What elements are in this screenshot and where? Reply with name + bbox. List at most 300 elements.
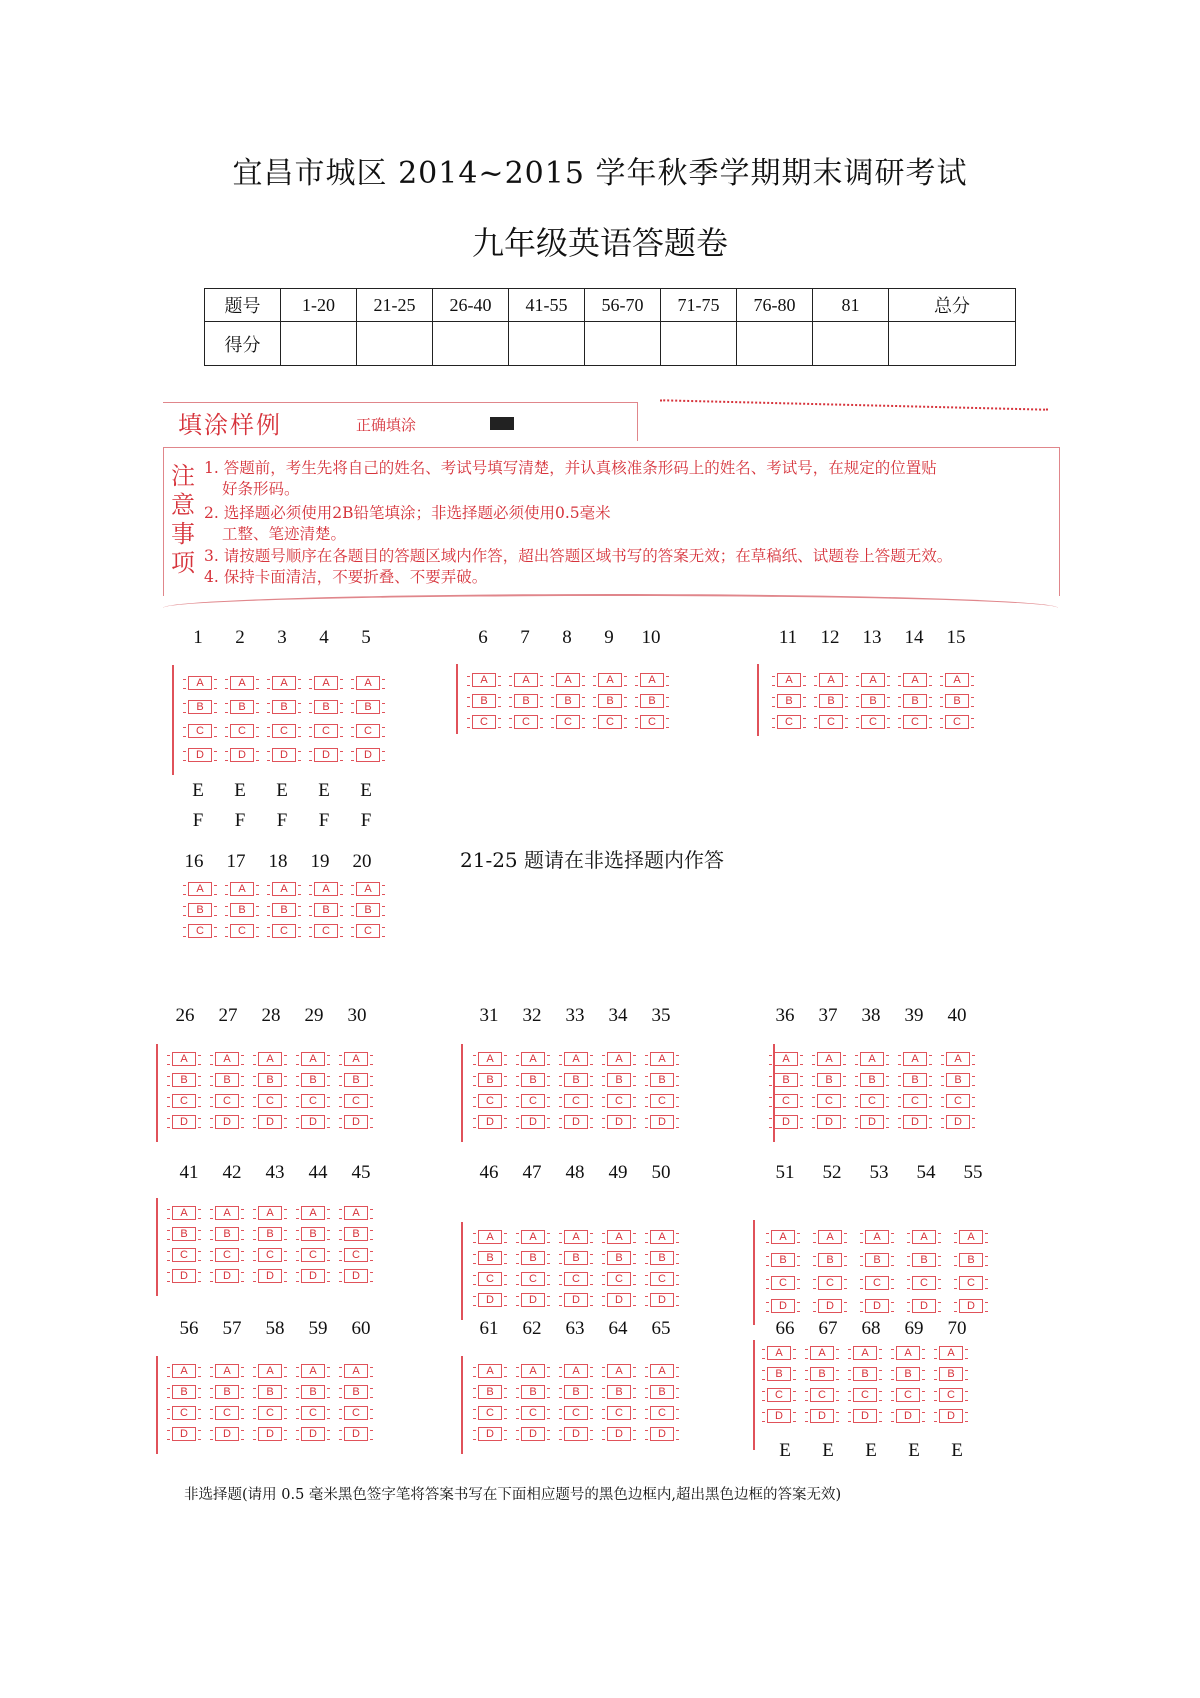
answer-bubble-q3-B[interactable]: B (272, 700, 296, 714)
answer-bubble-q42-C[interactable]: C (215, 1248, 239, 1262)
answer-bubble-q54-A[interactable]: A (912, 1230, 936, 1244)
answer-bubble-q70-D[interactable]: D (939, 1409, 963, 1423)
answer-bubble-q40-A[interactable]: A (946, 1052, 970, 1066)
answer-bubble-q52-A[interactable]: A (818, 1230, 842, 1244)
question-number: 61 (479, 1318, 499, 1339)
answer-bubble-q57-A[interactable]: A (215, 1364, 239, 1378)
answer-bubble-q38-B[interactable]: B (860, 1073, 884, 1087)
answer-bubble-q57-D[interactable]: D (215, 1427, 239, 1441)
answer-bubble-q16-A[interactable]: A (188, 882, 212, 896)
answer-bubble-q15-B[interactable]: B (945, 694, 969, 708)
answer-bubble-q11-A[interactable]: A (777, 673, 801, 687)
answer-bubble-q26-D[interactable]: D (172, 1115, 196, 1129)
answer-bubble-q65-A[interactable]: A (650, 1364, 674, 1378)
score-input-cell[interactable] (585, 322, 661, 366)
answer-bubble-q7-C[interactable]: C (514, 715, 538, 729)
answer-bubble-q61-A[interactable]: A (478, 1364, 502, 1378)
question-number: 10 (641, 627, 661, 648)
answer-bubble-q40-B[interactable]: B (946, 1073, 970, 1087)
question-number: 58 (265, 1318, 285, 1339)
answer-bubble-q69-D[interactable]: D (896, 1409, 920, 1423)
answer-bubble-q32-A[interactable]: A (521, 1052, 545, 1066)
answer-bubble-q60-C[interactable]: C (344, 1406, 368, 1420)
answer-bubble-q15-C[interactable]: C (945, 715, 969, 729)
answer-bubble-q41-C[interactable]: C (172, 1248, 196, 1262)
answer-bubble-q17-C[interactable]: C (230, 924, 254, 938)
extra-option-f: F (276, 810, 288, 831)
answer-bubble-q19-C[interactable]: C (314, 924, 338, 938)
answer-bubble-q57-B[interactable]: B (215, 1385, 239, 1399)
answer-bubble-q29-D[interactable]: D (301, 1115, 325, 1129)
question-number: 44 (308, 1162, 328, 1183)
score-cell: 81 (813, 289, 889, 322)
question-number: 1 (193, 627, 203, 648)
answer-bubble-q65-B[interactable]: B (650, 1385, 674, 1399)
answer-bubble-q48-C[interactable]: C (564, 1272, 588, 1286)
score-input-cell[interactable] (737, 322, 813, 366)
answer-bubble-q17-B[interactable]: B (230, 903, 254, 917)
score-row-label: 得分 (205, 322, 281, 366)
answer-bubble-q14-C[interactable]: C (903, 715, 927, 729)
answer-bubble-q20-A[interactable]: A (356, 882, 380, 896)
answer-bubble-q51-B[interactable]: B (771, 1253, 795, 1267)
question-number: 57 (222, 1318, 242, 1339)
answer-bubble-q47-A[interactable]: A (521, 1230, 545, 1244)
question-number: 51 (775, 1162, 795, 1183)
question-number: 55 (963, 1162, 983, 1183)
answer-bubble-q30-C[interactable]: C (344, 1094, 368, 1108)
answer-bubble-q41-A[interactable]: A (172, 1206, 196, 1220)
answer-bubble-q56-C[interactable]: C (172, 1406, 196, 1420)
answer-bubble-q48-D[interactable]: D (564, 1293, 588, 1307)
answer-bubble-q2-C[interactable]: C (230, 724, 254, 738)
answer-bubble-q30-B[interactable]: B (344, 1073, 368, 1087)
question-number: 69 (904, 1318, 924, 1339)
question-number: 47 (522, 1162, 542, 1183)
answer-bubble-q52-C[interactable]: C (818, 1276, 842, 1290)
answer-bubble-q44-B[interactable]: B (301, 1227, 325, 1241)
answer-bubble-q62-C[interactable]: C (521, 1406, 545, 1420)
answer-bubble-q59-B[interactable]: B (301, 1385, 325, 1399)
answer-bubble-q64-A[interactable]: A (607, 1364, 631, 1378)
answer-bubble-q64-B[interactable]: B (607, 1385, 631, 1399)
answer-bubble-q69-C[interactable]: C (896, 1388, 920, 1402)
answer-bubble-q62-D[interactable]: D (521, 1427, 545, 1441)
answer-bubble-q52-B[interactable]: B (818, 1253, 842, 1267)
answer-bubble-q63-C[interactable]: C (564, 1406, 588, 1420)
answer-bubble-q27-D[interactable]: D (215, 1115, 239, 1129)
score-input-cell[interactable] (889, 322, 1016, 366)
answer-bubble-q10-C[interactable]: C (640, 715, 664, 729)
answer-bubble-q43-B[interactable]: B (258, 1227, 282, 1241)
answer-bubble-q56-D[interactable]: D (172, 1427, 196, 1441)
answer-bubble-q44-A[interactable]: A (301, 1206, 325, 1220)
answer-bubble-q53-C[interactable]: C (865, 1276, 889, 1290)
answer-bubble-q20-B[interactable]: B (356, 903, 380, 917)
answer-bubble-q66-A[interactable]: A (767, 1346, 791, 1360)
question-number: 70 (947, 1318, 967, 1339)
answer-bubble-q36-D[interactable]: D (774, 1115, 798, 1129)
notice-line: 好条形码。 (222, 480, 300, 498)
question-number: 45 (351, 1162, 371, 1183)
answer-bubble-q2-D[interactable]: D (230, 748, 254, 762)
answer-bubble-q50-A[interactable]: A (650, 1230, 674, 1244)
answer-bubble-q50-D[interactable]: D (650, 1293, 674, 1307)
answer-bubble-q47-D[interactable]: D (521, 1293, 545, 1307)
answer-bubble-q54-C[interactable]: C (912, 1276, 936, 1290)
answer-bubble-q13-C[interactable]: C (861, 715, 885, 729)
answer-bubble-q67-A[interactable]: A (810, 1346, 834, 1360)
group-bracket (753, 1220, 755, 1325)
answer-bubble-q40-D[interactable]: D (946, 1115, 970, 1129)
notice-line: 工整、笔迹清楚。 (222, 525, 347, 543)
answer-bubble-q59-C[interactable]: C (301, 1406, 325, 1420)
answer-bubble-q47-C[interactable]: C (521, 1272, 545, 1286)
answer-bubble-q33-D[interactable]: D (564, 1115, 588, 1129)
answer-bubble-q61-D[interactable]: D (478, 1427, 502, 1441)
answer-bubble-q59-A[interactable]: A (301, 1364, 325, 1378)
sample-filled-mark (490, 417, 514, 430)
answer-bubble-q10-B[interactable]: B (640, 694, 664, 708)
answer-bubble-q9-C[interactable]: C (598, 715, 622, 729)
answer-bubble-q2-B[interactable]: B (230, 700, 254, 714)
answer-bubble-q4-A[interactable]: A (314, 676, 338, 690)
answer-bubble-q53-D[interactable]: D (865, 1299, 889, 1313)
answer-bubble-q29-A[interactable]: A (301, 1052, 325, 1066)
answer-bubble-q16-C[interactable]: C (188, 924, 212, 938)
answer-bubble-q68-D[interactable]: D (853, 1409, 877, 1423)
answer-bubble-q63-D[interactable]: D (564, 1427, 588, 1441)
answer-bubble-q27-B[interactable]: B (215, 1073, 239, 1087)
answer-bubble-q58-C[interactable]: C (258, 1406, 282, 1420)
question-number: 66 (775, 1318, 795, 1339)
answer-bubble-q43-C[interactable]: C (258, 1248, 282, 1262)
answer-bubble-q26-C[interactable]: C (172, 1094, 196, 1108)
answer-bubble-q49-B[interactable]: B (607, 1251, 631, 1265)
answer-bubble-q27-C[interactable]: C (215, 1094, 239, 1108)
answer-bubble-q31-A[interactable]: A (478, 1052, 502, 1066)
answer-bubble-q1-C[interactable]: C (188, 724, 212, 738)
answer-bubble-q5-C[interactable]: C (356, 724, 380, 738)
answer-bubble-q66-B[interactable]: B (767, 1367, 791, 1381)
answer-bubble-q55-C[interactable]: C (959, 1276, 983, 1290)
answer-bubble-q38-C[interactable]: C (860, 1094, 884, 1108)
answer-bubble-q39-D[interactable]: D (903, 1115, 927, 1129)
answer-bubble-q53-B[interactable]: B (865, 1253, 889, 1267)
answer-bubble-q39-C[interactable]: C (903, 1094, 927, 1108)
answer-bubble-q6-A[interactable]: A (472, 673, 496, 687)
answer-bubble-q48-A[interactable]: A (564, 1230, 588, 1244)
answer-bubble-q56-A[interactable]: A (172, 1364, 196, 1378)
answer-bubble-q14-B[interactable]: B (903, 694, 927, 708)
answer-bubble-q35-A[interactable]: A (650, 1052, 674, 1066)
answer-bubble-q20-C[interactable]: C (356, 924, 380, 938)
answer-bubble-q9-B[interactable]: B (598, 694, 622, 708)
answer-bubble-q5-A[interactable]: A (356, 676, 380, 690)
answer-bubble-q34-C[interactable]: C (607, 1094, 631, 1108)
answer-bubble-q58-B[interactable]: B (258, 1385, 282, 1399)
answer-bubble-q55-D[interactable]: D (959, 1299, 983, 1313)
answer-bubble-q3-D[interactable]: D (272, 748, 296, 762)
answer-bubble-q28-D[interactable]: D (258, 1115, 282, 1129)
score-input-cell[interactable] (509, 322, 585, 366)
answer-bubble-q65-D[interactable]: D (650, 1427, 674, 1441)
score-cell: 56-70 (585, 289, 661, 322)
group-bracket (156, 1356, 158, 1454)
answer-bubble-q46-A[interactable]: A (478, 1230, 502, 1244)
answer-bubble-q51-A[interactable]: A (771, 1230, 795, 1244)
answer-bubble-q51-D[interactable]: D (771, 1299, 795, 1313)
score-input-cell[interactable] (813, 322, 889, 366)
answer-bubble-q4-C[interactable]: C (314, 724, 338, 738)
notice-title-char: 项 (171, 549, 195, 577)
answer-bubble-q45-B[interactable]: B (344, 1227, 368, 1241)
score-table-header-row (205, 289, 1016, 322)
question-number: 3 (277, 627, 287, 648)
answer-bubble-q54-B[interactable]: B (912, 1253, 936, 1267)
answer-bubble-q61-B[interactable]: B (478, 1385, 502, 1399)
answer-bubble-q42-B[interactable]: B (215, 1227, 239, 1241)
answer-bubble-q63-A[interactable]: A (564, 1364, 588, 1378)
answer-bubble-q26-B[interactable]: B (172, 1073, 196, 1087)
answer-bubble-q19-B[interactable]: B (314, 903, 338, 917)
answer-bubble-q42-A[interactable]: A (215, 1206, 239, 1220)
answer-bubble-q63-B[interactable]: B (564, 1385, 588, 1399)
answer-bubble-q33-A[interactable]: A (564, 1052, 588, 1066)
answer-bubble-q66-D[interactable]: D (767, 1409, 791, 1423)
answer-bubble-q58-D[interactable]: D (258, 1427, 282, 1441)
answer-bubble-q11-C[interactable]: C (777, 715, 801, 729)
answer-bubble-q68-A[interactable]: A (853, 1346, 877, 1360)
answer-bubble-q6-C[interactable]: C (472, 715, 496, 729)
group-bracket (172, 665, 174, 775)
answer-bubble-q32-B[interactable]: B (521, 1073, 545, 1087)
answer-bubble-q1-B[interactable]: B (188, 700, 212, 714)
notice-title-char: 意 (171, 491, 195, 519)
answer-bubble-q69-A[interactable]: A (896, 1346, 920, 1360)
answer-bubble-q31-D[interactable]: D (478, 1115, 502, 1129)
answer-bubble-q35-B[interactable]: B (650, 1073, 674, 1087)
answer-bubble-q28-B[interactable]: B (258, 1073, 282, 1087)
answer-bubble-q70-C[interactable]: C (939, 1388, 963, 1402)
answer-bubble-q18-B[interactable]: B (272, 903, 296, 917)
answer-bubble-q8-B[interactable]: B (556, 694, 580, 708)
answer-bubble-q50-B[interactable]: B (650, 1251, 674, 1265)
answer-bubble-q16-B[interactable]: B (188, 903, 212, 917)
answer-bubble-q61-C[interactable]: C (478, 1406, 502, 1420)
answer-bubble-q70-A[interactable]: A (939, 1346, 963, 1360)
answer-bubble-q30-D[interactable]: D (344, 1115, 368, 1129)
answer-bubble-q17-A[interactable]: A (230, 882, 254, 896)
answer-bubble-q7-A[interactable]: A (514, 673, 538, 687)
answer-bubble-q5-D[interactable]: D (356, 748, 380, 762)
answer-bubble-q30-A[interactable]: A (344, 1052, 368, 1066)
extra-option-f: F (318, 810, 330, 831)
answer-bubble-q34-D[interactable]: D (607, 1115, 631, 1129)
extra-option-e: E (192, 780, 204, 801)
answer-bubble-q4-D[interactable]: D (314, 748, 338, 762)
answer-bubble-q37-C[interactable]: C (817, 1094, 841, 1108)
group-bracket (461, 1044, 463, 1142)
answer-bubble-q66-C[interactable]: C (767, 1388, 791, 1402)
answer-bubble-q44-D[interactable]: D (301, 1269, 325, 1283)
answer-bubble-q55-B[interactable]: B (959, 1253, 983, 1267)
answer-bubble-q26-A[interactable]: A (172, 1052, 196, 1066)
score-input-cell[interactable] (357, 322, 433, 366)
answer-bubble-q70-B[interactable]: B (939, 1367, 963, 1381)
answer-bubble-q3-A[interactable]: A (272, 676, 296, 690)
answer-bubble-q19-A[interactable]: A (314, 882, 338, 896)
answer-bubble-q12-A[interactable]: A (819, 673, 843, 687)
answer-bubble-q68-B[interactable]: B (853, 1367, 877, 1381)
answer-bubble-q37-B[interactable]: B (817, 1073, 841, 1087)
answer-bubble-q8-A[interactable]: A (556, 673, 580, 687)
answer-bubble-q6-B[interactable]: B (472, 694, 496, 708)
answer-bubble-q1-A[interactable]: A (188, 676, 212, 690)
answer-bubble-q35-C[interactable]: C (650, 1094, 674, 1108)
answer-bubble-q67-C[interactable]: C (810, 1388, 834, 1402)
answer-bubble-q59-D[interactable]: D (301, 1427, 325, 1441)
answer-bubble-q37-A[interactable]: A (817, 1052, 841, 1066)
answer-bubble-q29-C[interactable]: C (301, 1094, 325, 1108)
answer-bubble-q36-A[interactable]: A (774, 1052, 798, 1066)
answer-bubble-q8-C[interactable]: C (556, 715, 580, 729)
answer-bubble-q49-A[interactable]: A (607, 1230, 631, 1244)
question-number: 59 (308, 1318, 328, 1339)
question-number: 27 (218, 1005, 238, 1026)
answer-bubble-q56-B[interactable]: B (172, 1385, 196, 1399)
answer-bubble-q3-C[interactable]: C (272, 724, 296, 738)
answer-bubble-q35-D[interactable]: D (650, 1115, 674, 1129)
answer-bubble-q60-D[interactable]: D (344, 1427, 368, 1441)
answer-bubble-q39-B[interactable]: B (903, 1073, 927, 1087)
answer-bubble-q34-B[interactable]: B (607, 1073, 631, 1087)
answer-bubble-q34-A[interactable]: A (607, 1052, 631, 1066)
answer-bubble-q5-B[interactable]: B (356, 700, 380, 714)
score-input-cell[interactable] (433, 322, 509, 366)
question-number: 2 (235, 627, 245, 648)
extra-option-e: E (951, 1440, 963, 1461)
answer-bubble-q67-B[interactable]: B (810, 1367, 834, 1381)
answer-bubble-q32-D[interactable]: D (521, 1115, 545, 1129)
answer-bubble-q53-A[interactable]: A (865, 1230, 889, 1244)
answer-bubble-q48-B[interactable]: B (564, 1251, 588, 1265)
answer-bubble-q54-D[interactable]: D (912, 1299, 936, 1313)
answer-bubble-q46-D[interactable]: D (478, 1293, 502, 1307)
question-number: 36 (775, 1005, 795, 1026)
answer-bubble-q32-C[interactable]: C (521, 1094, 545, 1108)
answer-bubble-q68-C[interactable]: C (853, 1388, 877, 1402)
answer-bubble-q13-B[interactable]: B (861, 694, 885, 708)
answer-bubble-q65-C[interactable]: C (650, 1406, 674, 1420)
answer-bubble-q4-B[interactable]: B (314, 700, 338, 714)
answer-bubble-q27-A[interactable]: A (215, 1052, 239, 1066)
answer-bubble-q62-B[interactable]: B (521, 1385, 545, 1399)
answer-bubble-q18-A[interactable]: A (272, 882, 296, 896)
answer-bubble-q36-B[interactable]: B (774, 1073, 798, 1087)
answer-bubble-q33-B[interactable]: B (564, 1073, 588, 1087)
answer-bubble-q45-A[interactable]: A (344, 1206, 368, 1220)
question-number: 62 (522, 1318, 542, 1339)
answer-bubble-q38-D[interactable]: D (860, 1115, 884, 1129)
question-number: 15 (946, 627, 966, 648)
answer-bubble-q33-C[interactable]: C (564, 1094, 588, 1108)
answer-bubble-q43-A[interactable]: A (258, 1206, 282, 1220)
answer-bubble-q7-B[interactable]: B (514, 694, 538, 708)
group-bracket (156, 1198, 158, 1296)
answer-bubble-q44-C[interactable]: C (301, 1248, 325, 1262)
answer-bubble-q29-B[interactable]: B (301, 1073, 325, 1087)
answer-bubble-q15-A[interactable]: A (945, 673, 969, 687)
answer-bubble-q14-A[interactable]: A (903, 673, 927, 687)
answer-bubble-q69-B[interactable]: B (896, 1367, 920, 1381)
answer-bubble-q1-D[interactable]: D (188, 748, 212, 762)
answer-bubble-q49-D[interactable]: D (607, 1293, 631, 1307)
score-cell: 1-20 (281, 289, 357, 322)
answer-bubble-q9-A[interactable]: A (598, 673, 622, 687)
answer-bubble-q31-B[interactable]: B (478, 1073, 502, 1087)
answer-bubble-q50-C[interactable]: C (650, 1272, 674, 1286)
answer-bubble-q36-C[interactable]: C (774, 1094, 798, 1108)
group-bracket (456, 664, 458, 734)
answer-bubble-q2-A[interactable]: A (230, 676, 254, 690)
answer-bubble-q67-D[interactable]: D (810, 1409, 834, 1423)
answer-bubble-q40-C[interactable]: C (946, 1094, 970, 1108)
answer-bubble-q55-A[interactable]: A (959, 1230, 983, 1244)
answer-bubble-q10-A[interactable]: A (640, 673, 664, 687)
answer-bubble-q12-C[interactable]: C (819, 715, 843, 729)
answer-bubble-q12-B[interactable]: B (819, 694, 843, 708)
answer-bubble-q45-D[interactable]: D (344, 1269, 368, 1283)
answer-bubble-q64-D[interactable]: D (607, 1427, 631, 1441)
answer-bubble-q58-A[interactable]: A (258, 1364, 282, 1378)
answer-bubble-q46-C[interactable]: C (478, 1272, 502, 1286)
answer-bubble-q60-B[interactable]: B (344, 1385, 368, 1399)
score-input-cell[interactable] (281, 322, 357, 366)
answer-bubble-q43-D[interactable]: D (258, 1269, 282, 1283)
question-number: 40 (947, 1005, 967, 1026)
answer-bubble-q13-A[interactable]: A (861, 673, 885, 687)
answer-bubble-q57-C[interactable]: C (215, 1406, 239, 1420)
answer-bubble-q52-D[interactable]: D (818, 1299, 842, 1313)
answer-bubble-q31-C[interactable]: C (478, 1094, 502, 1108)
answer-bubble-q11-B[interactable]: B (777, 694, 801, 708)
question-number: 42 (222, 1162, 242, 1183)
answer-bubble-q41-D[interactable]: D (172, 1269, 196, 1283)
score-input-cell[interactable] (661, 322, 737, 366)
answer-bubble-q39-A[interactable]: A (903, 1052, 927, 1066)
answer-bubble-q42-D[interactable]: D (215, 1269, 239, 1283)
answer-bubble-q49-C[interactable]: C (607, 1272, 631, 1286)
answer-bubble-q37-D[interactable]: D (817, 1115, 841, 1129)
answer-bubble-q46-B[interactable]: B (478, 1251, 502, 1265)
answer-bubble-q51-C[interactable]: C (771, 1276, 795, 1290)
notice-line: 4. 保持卡面清洁，不要折叠、不要弄破。 (204, 568, 488, 586)
answer-bubble-q62-A[interactable]: A (521, 1364, 545, 1378)
answer-bubble-q41-B[interactable]: B (172, 1227, 196, 1241)
question-number: 60 (351, 1318, 371, 1339)
answer-bubble-q28-C[interactable]: C (258, 1094, 282, 1108)
answer-bubble-q64-C[interactable]: C (607, 1406, 631, 1420)
group-bracket (773, 1044, 775, 1142)
answer-bubble-q18-C[interactable]: C (272, 924, 296, 938)
answer-bubble-q60-A[interactable]: A (344, 1364, 368, 1378)
note-21-25: 21-25 题请在非选择题内作答 (460, 848, 725, 872)
answer-bubble-q28-A[interactable]: A (258, 1052, 282, 1066)
answer-bubble-q45-C[interactable]: C (344, 1248, 368, 1262)
answer-bubble-q38-A[interactable]: A (860, 1052, 884, 1066)
answer-bubble-q47-B[interactable]: B (521, 1251, 545, 1265)
